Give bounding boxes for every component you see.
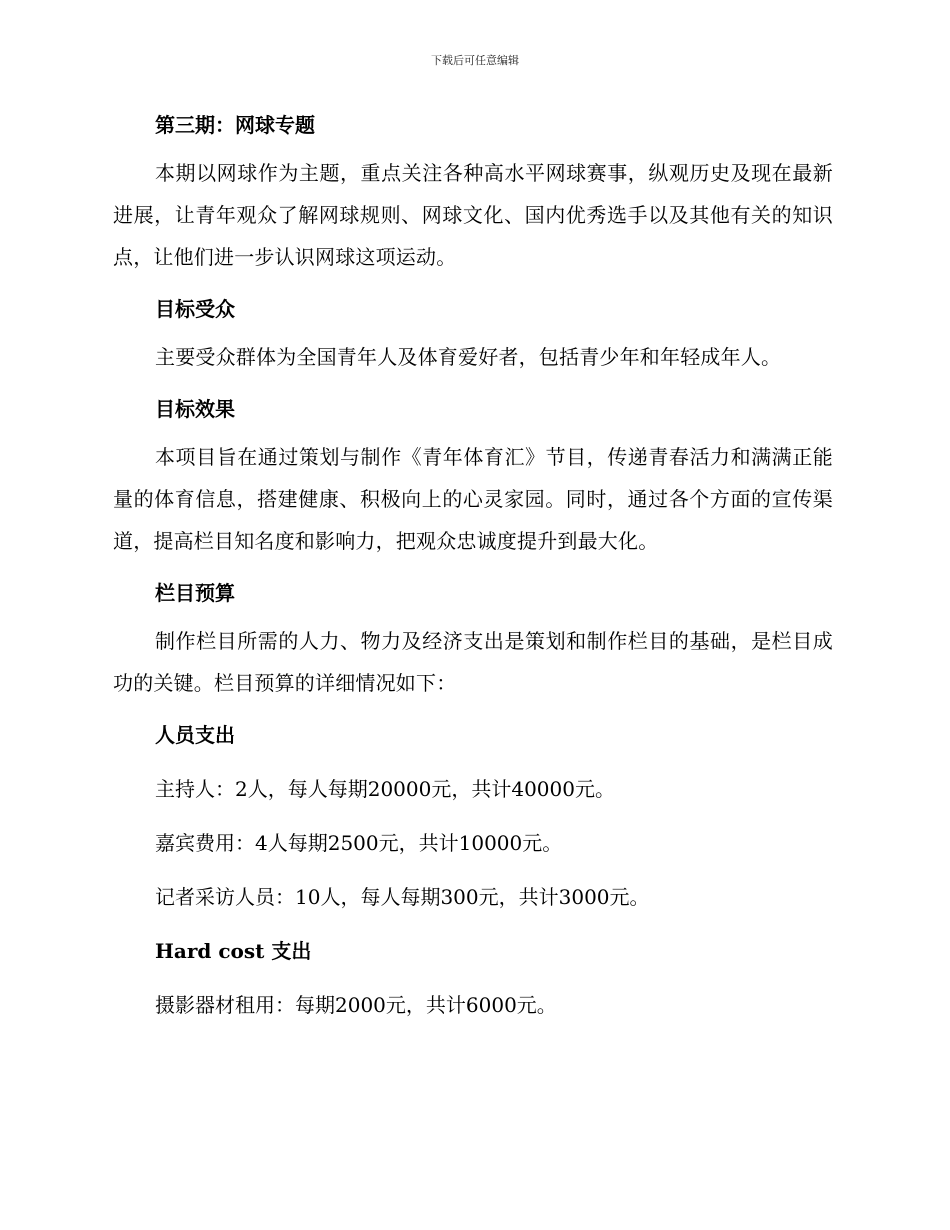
section-body-tennis: 本期以网球作为主题，重点关注各种高水平网球赛事，纵观历史及现在最新进展，让青年观众了解网球规则、网球文化、国内优秀选手以及其他有关的知识点，让他们进一步认识网球这项运动。: [113, 161, 833, 269]
page-header-note: 下载后可任意编辑: [431, 54, 519, 67]
section-title-tennis: 第三期：网球专题: [155, 113, 315, 137]
section-body-effect: 本项目旨在通过策划与制作《青年体育汇》节目，传递青春活力和满满正能量的体育信息，搭建健康、积极向上的心灵家园。同时，通过各个方面的宣传渠道，提高栏目知名度和影响力，把观众忠诚度提升到最大化。: [113, 445, 833, 553]
hard-cost-camera-rental: 摄影器材租用：每期2000元，共计6000元。: [155, 993, 557, 1017]
section-title-budget: 栏目预算: [155, 581, 235, 605]
staff-cost-reporter: 记者采访人员：10人，每人每期300元，共计3000元。: [155, 885, 650, 909]
section-body-audience: 主要受众群体为全国青年人及体育爱好者，包括青少年和年轻成年人。: [155, 345, 782, 369]
section-title-hard-cost: Hard cost 支出: [155, 939, 312, 963]
section-title-staff-cost: 人员支出: [155, 723, 235, 747]
section-title-audience: 目标受众: [155, 297, 235, 321]
staff-cost-guest: 嘉宾费用：4人每期2500元，共计10000元。: [155, 831, 563, 855]
document-body: [113, 110, 833, 1020]
staff-cost-host: 主持人：2人，每人每期20000元，共计40000元。: [155, 777, 615, 801]
section-body-budget: 制作栏目所需的人力、物力及经济支出是策划和制作栏目的基础，是栏目成功的关键。栏目预算的详细情况如下：: [113, 629, 833, 695]
section-title-effect: 目标效果: [155, 397, 235, 421]
